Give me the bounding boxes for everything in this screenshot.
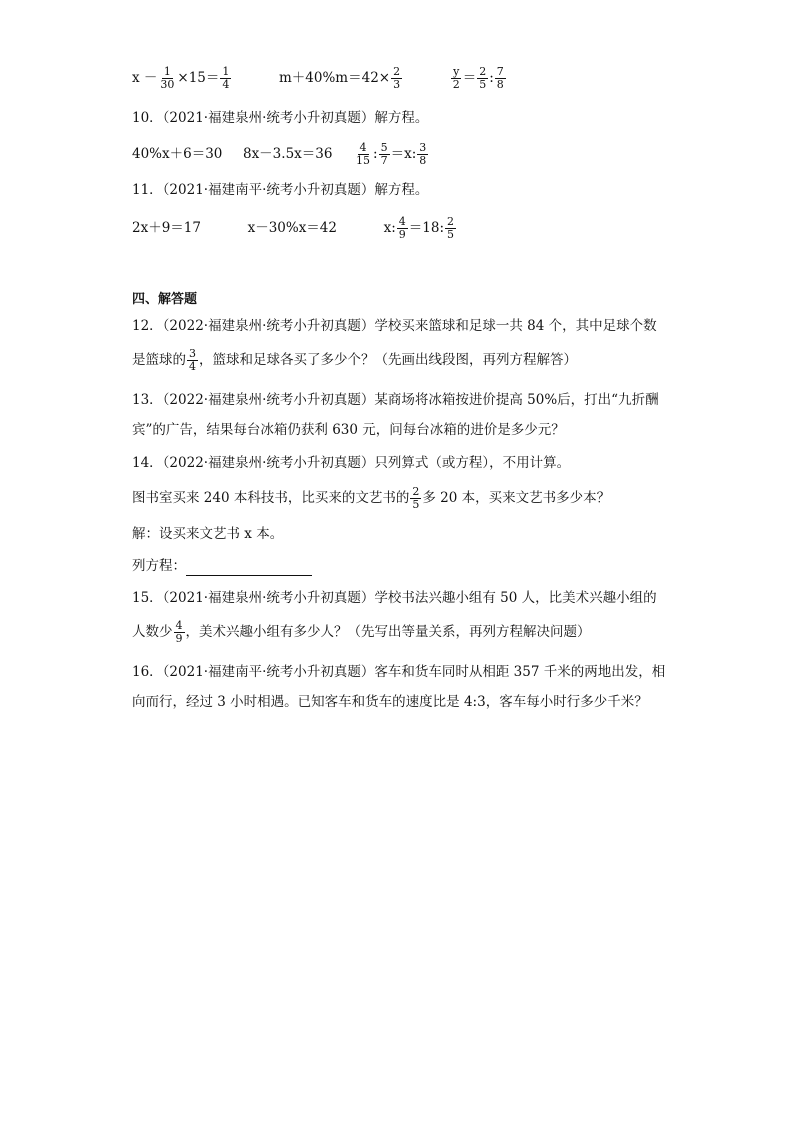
question-10-heading: 10．（2021·福建泉州·统考小升初真题）解方程。 (132, 110, 429, 126)
question-14-line-2: 图书室买来 240 本科技书，比买来的文艺书的 $\frac{2}{5}$ 多 20 本，买来文艺书多少本？ (132, 485, 611, 511)
fraction: $\frac{7}{8}$ (496, 65, 504, 91)
fraction: $\frac{3}{4}$ (189, 347, 196, 373)
question-15-line-2: 人数少 $\frac{4}{9}$ ，美术兴趣小组有多少人？（先写出等量关系，再列方程解决问题） (132, 619, 591, 645)
fraction: $\frac{3}{8}$ (419, 141, 427, 167)
equation-10b: 8x－3.5x＝36 (242, 146, 333, 162)
question-12-line-2: 是篮球的 $\frac{3}{4}$ ，篮球和足球各买了多少个？（先画出线段图，再列方程解答） (132, 347, 577, 373)
fraction: $\frac{4}{9}$ (175, 619, 183, 645)
section-4-title: 四、解答题 (132, 292, 198, 307)
question-14-line-1: 14．（2022·福建泉州·统考小升初真题）只列算式（或方程），不用计算。 (132, 455, 571, 471)
fraction: $\frac{1}{4}$ (222, 65, 230, 91)
question-12-line-1: 12．（2022·福建泉州·统考小升初真题）学校买来篮球和足球一共 84 个，其中足球个数 (132, 318, 657, 334)
fraction: $\frac{2}{5}$ (479, 65, 487, 91)
fraction: $\frac{1}{30}$ (160, 65, 175, 91)
fraction: $\frac{4}{15}$ (356, 141, 371, 167)
equation-row-11 (132, 216, 664, 241)
equation-row-9 (132, 66, 664, 91)
question-13-line-1: 13．（2022·福建泉州·统考小升初真题）某商场将冰箱按进价提高 50%后，打出“九折酬 (132, 392, 659, 408)
question-14-line-4: 列方程： (132, 556, 664, 576)
equation-10a: 40%x＋6＝30 (132, 146, 223, 162)
fraction: $\frac{2}{3}$ (393, 65, 401, 91)
question-13-line-2: 宾”的广告，结果每台冰箱仍获利 630 元，问每台冰箱的进价是多少元？ (132, 422, 565, 438)
question-14-line-3: 解：设买来文艺书 x 本。 (132, 526, 284, 542)
question-11-heading: 11．（2021·福建南平·统考小升初真题）解方程。 (132, 182, 429, 198)
fraction: $\frac{5}{7}$ (380, 141, 388, 167)
equation-9c: $\frac{y}{2}$ ＝ $\frac{2}{5}$ : $\frac{7}{8}$ (452, 65, 504, 91)
equation-11b: x－30%x＝42 (247, 220, 337, 236)
fraction: $\frac{2}{5}$ (412, 485, 420, 511)
equation-10c: $\frac{4}{15}$ : $\frac{5}{7}$ ＝x: $\frac{3}{8}$ (356, 141, 427, 167)
question-15-line-1: 15．（2021·福建泉州·统考小升初真题）学校书法兴趣小组有 50 人，比美术兴趣小组的 (132, 590, 657, 606)
equation-11a: 2x＋9＝17 (132, 220, 201, 236)
fraction: $\frac{y}{2}$ (452, 65, 460, 91)
answer-blank[interactable] (186, 561, 312, 576)
fraction: $\frac{2}{5}$ (447, 215, 454, 241)
equation-9a: x － $\frac{1}{30}$ ×15＝ $\frac{1}{4}$ (132, 65, 230, 91)
equation-row-10 (132, 142, 664, 167)
fraction: $\frac{4}{9}$ (398, 215, 406, 241)
question-16-line-2: 向而行，经过 3 小时相遇。已知客车和货车的速度比是 4:3，客车每小时行多少千米？ (132, 694, 648, 710)
equation-9b: m＋40%m＝42× $\frac{2}{3}$ (279, 65, 401, 91)
question-16-line-1: 16．（2021·福建南平·统考小升初真题）客车和货车同时从相距 357 千米的两地出发，相 (132, 664, 666, 680)
equation-11c: x: $\frac{4}{9}$ ＝18: $\frac{2}{5}$ (383, 215, 454, 241)
